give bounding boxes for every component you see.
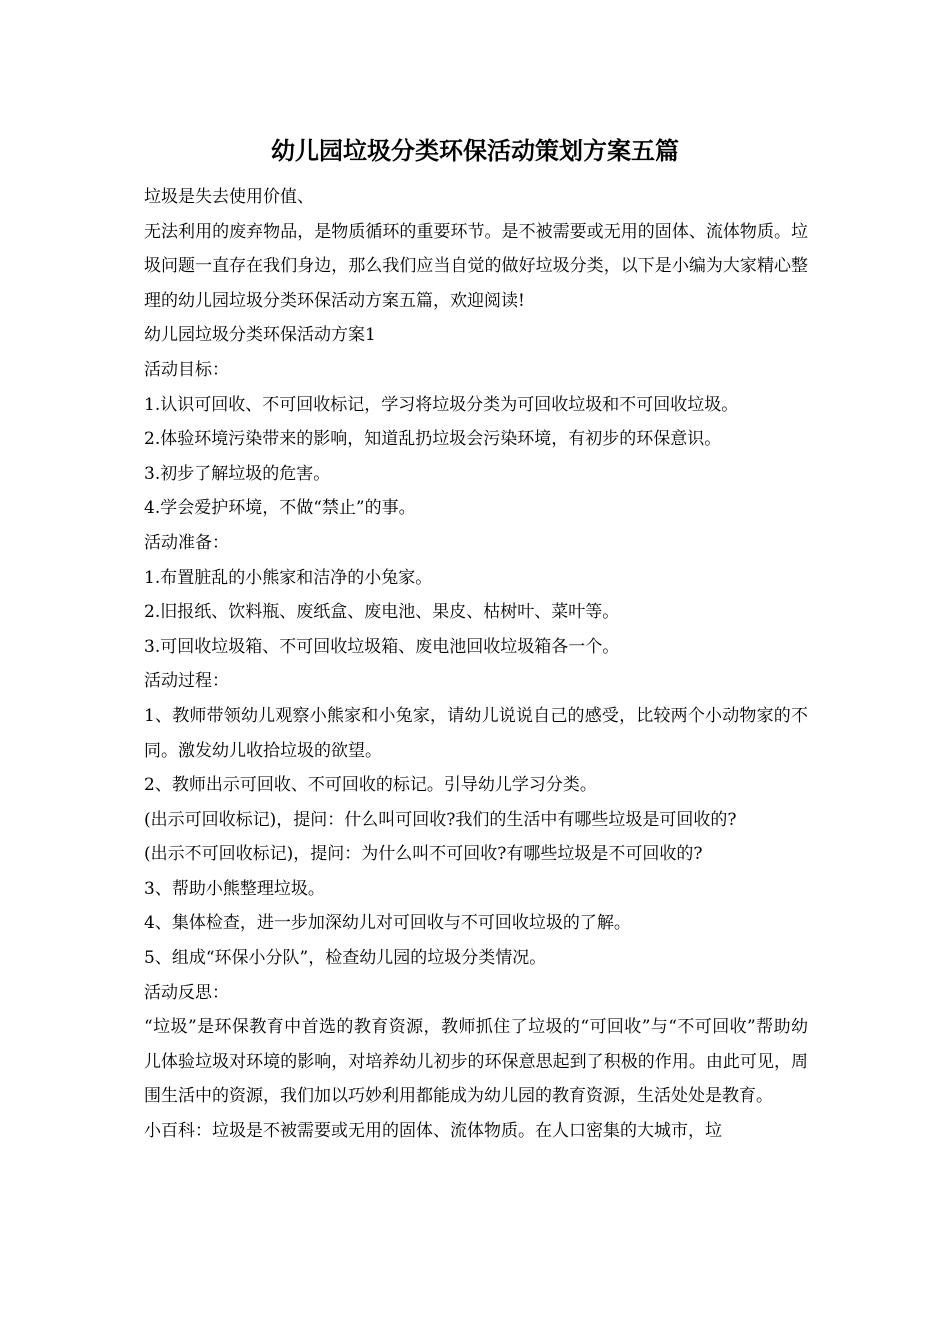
list-item: 2、教师出示可回收、不可回收的标记。引导幼儿学习分类。 [144,775,597,796]
section-heading: 活动过程： [144,671,229,692]
paragraph: 无法利用的废弃物品，是物质循环的重要环节。是不被需要或无用的固体、流体物质。垃圾问题一直存在我们身边，那么我们应当自觉的做好垃圾分类，以下是小编为大家精心整理的幼儿园垃圾分类环保活动方案五篇，欢迎阅读! [144,221,808,311]
list-item: 5、组成“环保小分队”，检查幼儿园的垃圾分类情况。 [144,948,547,969]
paragraph: 小百科：垃圾是不被需要或无用的固体、流体物质。在人口密集的大城市，垃 [144,1121,722,1142]
list-item: 1.认识可回收、不可回收标记，学习将垃圾分类为可回收垃圾和不可回收垃圾。 [144,394,739,415]
list-item: 4、集体检查，进一步加深幼儿对可回收与不可回收垃圾的了解。 [144,913,631,934]
paragraph: “垃圾”是环保教育中首选的教育资源，教师抓住了垃圾的“可回收”与“不可回收”帮助幼儿体验垃圾对环境的影响，对培养幼儿初步的环保意思起到了积极的作用。由此可见，周围生活中的资源，我们加以巧妙利用都能成为幼儿园的教育资源，生活处处是教育。 [144,1017,808,1107]
document-title: 幼儿园垃圾分类环保活动策划方案五篇 [271,136,679,165]
section-heading: 幼儿园垃圾分类环保活动方案1 [144,325,376,346]
list-item: 3.初步了解垃圾的危害。 [144,463,331,484]
paragraph: (出示可回收标记)，提问：什么叫可回收?我们的生活中有哪些垃圾是可回收的? [144,809,737,830]
section-heading: 活动反思： [144,982,229,1003]
section-heading: 活动准备： [144,532,229,553]
document-body [144,180,808,1149]
list-item: 4.学会爱护环境，不做“禁止”的事。 [144,498,416,519]
list-item: 2.旧报纸、饮料瓶、废纸盒、废电池、果皮、枯树叶、菜叶等。 [144,602,620,623]
list-item: 1、教师带领幼儿观察小熊家和小兔家，请幼儿说说自己的感受，比较两个小动物家的不同。激发幼儿收拾垃圾的欲望。 [144,705,808,761]
paragraph: (出示不可回收标记)，提问：为什么叫不可回收?有哪些垃圾是不可回收的? [144,844,703,865]
list-item: 3、帮助小熊整理垃圾。 [144,878,325,899]
section-heading: 活动目标： [144,359,229,380]
paragraph: 垃圾是失去使用价值、 [144,187,314,207]
list-item: 2.体验环境污染带来的影响，知道乱扔垃圾会污染环境，有初步的环保意识。 [144,429,722,450]
list-item: 1.布置脏乱的小熊家和洁净的小兔家。 [144,567,433,588]
list-item: 3.可回收垃圾箱、不可回收垃圾箱、废电池回收垃圾箱各一个。 [144,636,620,657]
